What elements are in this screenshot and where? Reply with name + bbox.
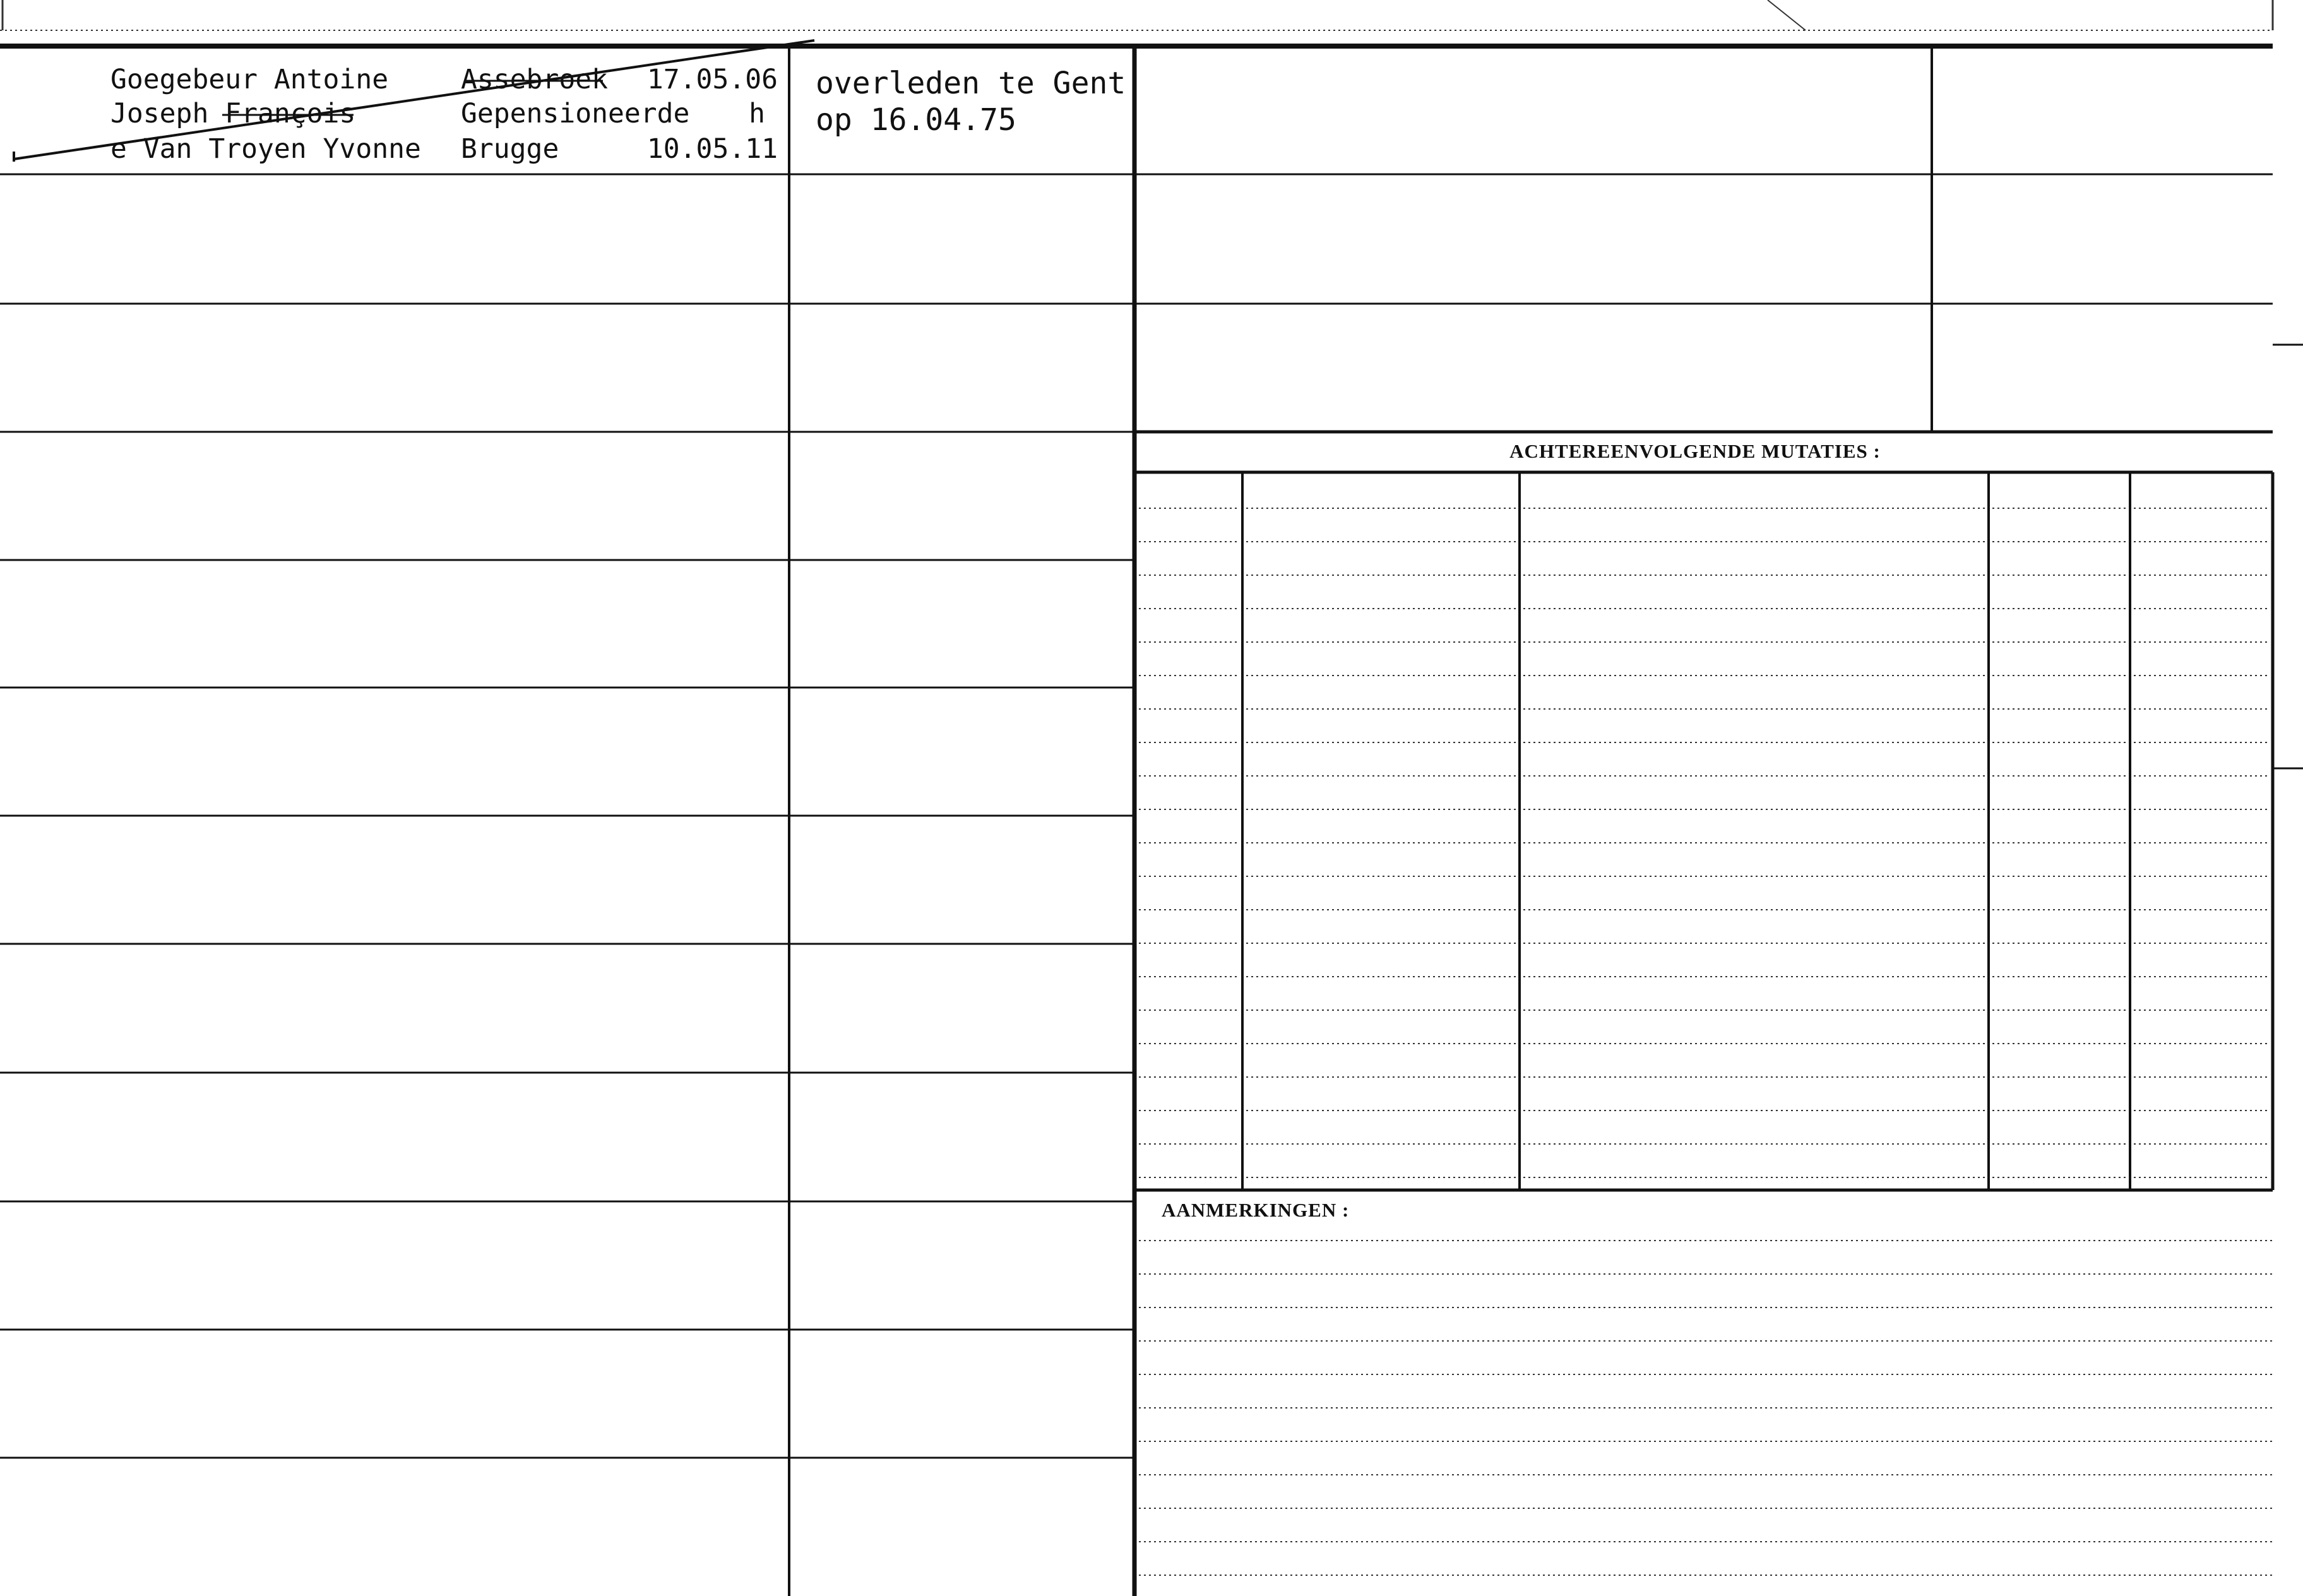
place-line-3: Brugge [461, 133, 559, 165]
mutations-table-ruled-lines [1139, 508, 2269, 1177]
occupation: Gepensioneerde [461, 98, 690, 129]
marker-letter: h [749, 98, 765, 129]
upper-right-grid [1134, 46, 2303, 768]
left-grid-rows [0, 174, 1133, 1458]
date-line-3: 10.05.11 [646, 133, 778, 165]
name-line-1: Goegebeur Antoine [110, 64, 389, 95]
place-line-1: Assebroek [461, 64, 608, 95]
death-note-line-1: overleden te Gent [816, 66, 1126, 101]
date-line-1: 17.05.06 [646, 64, 778, 95]
remarks-ruled-lines [1139, 1241, 2273, 1575]
death-note-line-2: op 16.04.75 [816, 102, 1016, 138]
name-line-3: e Van Troyen Yvonne [110, 133, 421, 165]
top-cut-edge [0, 0, 2273, 30]
mutations-table [1134, 472, 2273, 1190]
remarks-heading: AANMERKINGEN : [1162, 1199, 1350, 1221]
mutations-heading: ACHTEREENVOLGENDE MUTATIES : [1509, 440, 1881, 462]
name-line-2: Joseph François [110, 98, 356, 129]
